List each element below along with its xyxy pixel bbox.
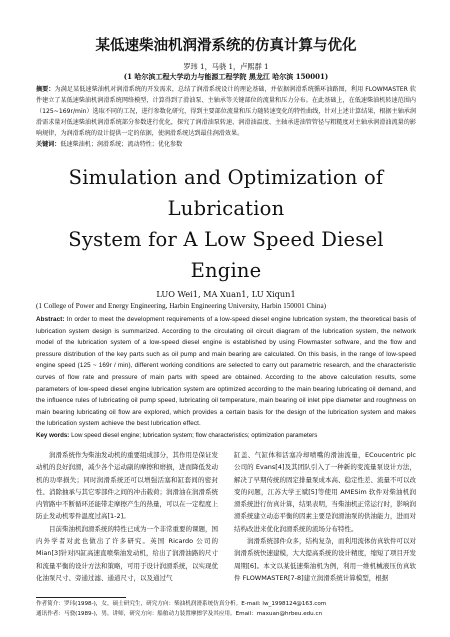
body-paragraph: 润滑系统部件众多，结构复杂，而利用流体仿真软件可以对润滑系统快速建模，大大提高系统的设计精度，缩短了项目开发周期[6]。本文以某低速柴油机为例，利用一维机械液压仿真软件 FLOWMASTER[7-8]建立润滑系统计算模型，根据 [234, 537, 416, 582]
chinese-title: 某低速柴油机润滑系统的仿真计算与优化 [95, 38, 357, 54]
body-paragraph: 目前柴油机润滑系统的特性已成为一个非常重要的课题，国内外学者对此也做出了许多研究。英国 Ricardo 公司的 Mian[3]针对四缸高速直喷柴油发动机，给出了润滑油路的尺寸和流量平衡的设计方法和策略，可用于设计润滑系统，以实现优化油泵尺寸、旁通过滤、通道尺寸，以及通过气 [36, 524, 218, 582]
footnote-divider [36, 597, 126, 598]
english-keywords-label: Key words: [36, 431, 70, 439]
left-column [36, 449, 218, 584]
english-keywords-text: Low speed diesel engine; lubrication system; flow characteristics; optimization parameters [71, 431, 318, 439]
english-authors: LUO Wei1, MA Xuan1, LU Xiqun1 [156, 289, 296, 299]
english-title-line1: Simulation and Optimization of Lubrication [68, 166, 384, 220]
chinese-keywords-label: 关键词： [36, 141, 61, 148]
footnotes [36, 599, 416, 619]
english-keywords [36, 431, 416, 441]
footnote-author-info: 作者简介：罗玮(1998-)，女，硕士研究生，研究方向：柴油机润滑系统仿真分析。E-mail: lw_1998124@163.com [36, 601, 327, 607]
chinese-authors: 罗玮 1，马骁 1，卢熙群 1 [183, 62, 269, 71]
english-abstract-text: In order to meet the development requirements of a low-speed diesel engine lubrication system, the theoretical basis of lubrication system design is summarized. According to the circulating oil circuit diagram of the lubrication system, the network model of the lubrication system of a low-speed diesel engine is established by using Flowmaster software, and the flow and pressure distribution of the key parts such as oil pump and main bearing are calculated. On this basis, in the range of low-speed engine speed (125 ~ 169r / min), different working conditions are selected to carry out parametric research, and the characteristic curves of flow rate and pressure of main parts with speed are obtained. According to the above calculation results, some parameters of low-speed diesel engine lubrication system are optimized according to the main bearing lubricating oil demand, and the influence rules of lubricating oil pump speed, lubricating oil temperature, main bearing oil inlet pipe diameter and roughness on main bearing lubricating oil flow are explored, which provides a certain basis for the design of the lubrication system and makes the lubrication system achieve the best lubrication effect. [36, 316, 416, 428]
english-title-line2: System for A Low Speed Diesel Engine [68, 228, 384, 282]
chinese-abstract [36, 84, 416, 139]
english-abstract-label: Abstract: [36, 316, 65, 323]
chinese-affiliation: (1 哈尔滨工程大学动力与能源工程学院 黑龙江 哈尔滨 150001) [123, 72, 329, 81]
chinese-keywords [36, 139, 416, 150]
footnote-corresponding-author: 通讯作者：马骁(1989-)，男，讲师，研究方向：船舶动力装置摩擦学及其应用。Email：maxuan@hrbeu.edu.cn [36, 611, 323, 617]
right-column [234, 449, 416, 584]
body-paragraph: 润滑系统作为柴油发动机的重要组成部分，其作用是保证发动机的良好润滑，减少各个运动副的摩擦和磨损，进而降低发动机的功率损失；同时润滑系统还可以增强活塞和缸套间的密封性、消除抽承与其它零部件之间的冲击载荷；润滑油在润滑系统内管路中不断循环还能带走摩擦产生的热量，可以在一定程度上防止发动机零件温度过高[1-2]。 [36, 450, 218, 521]
body-paragraph: 缸盖、气缸体和活塞冷却喷嘴的滑油流量，ECoucentric plc 公司的 Evans[4]及其团队引入了一种新的变流量泵设计方法，解决了早期传统的固定排量泵成本高、稳定性差、流量不可以改变的问题，江苏大学王斌[5]等使用 AMESim 软件对柴油机润滑系统进行仿真计算，结果表明，当柴油机正常运行时，影响润滑系统建立动态平衡的因素主要是润滑油泵的供油能力，进而对结构改进来优化润滑系统的流场分布特性。 [234, 450, 416, 533]
english-title [36, 162, 416, 286]
chinese-keywords-text: 低速柴油机；润滑系统；流动特性；优化参数 [60, 141, 183, 148]
english-affiliation: (1 College of Power and Energy Engineering, Harbin Engineering University, Harbin 150001 China) [36, 302, 327, 310]
chinese-abstract-label: 摘要： [36, 86, 55, 93]
chinese-abstract-text: 为满足某低速柴油机对润滑系统的开发需求，总结了润滑系统设计的理论基础，并依据润滑系统循环油路图，利用 FLOWMASTER 软件建立了某低速柴油机润滑系统网络模型，计算得到了滑油泵、主轴承等关键部位的流量和压力分布。在此基础上，在低速柴油机转速范围内（125~169r/min）选取不同的工况，进行参数化研究，得到主要部位流量和压力随转速变化的特性曲线，针对上述计算结果，根据主轴承润滑需求量对低速柴油机润滑系统部分参数进行优化，探究了润滑油泵转速、润滑油温度、主轴承进油管管径与粗糙度对主轴承润滑油流量的影响规律，为润滑系统的设计提供一定的依据，使润滑系统达到最佳润滑效果。 [36, 86, 417, 137]
english-abstract [36, 314, 416, 430]
body-text [36, 449, 416, 584]
